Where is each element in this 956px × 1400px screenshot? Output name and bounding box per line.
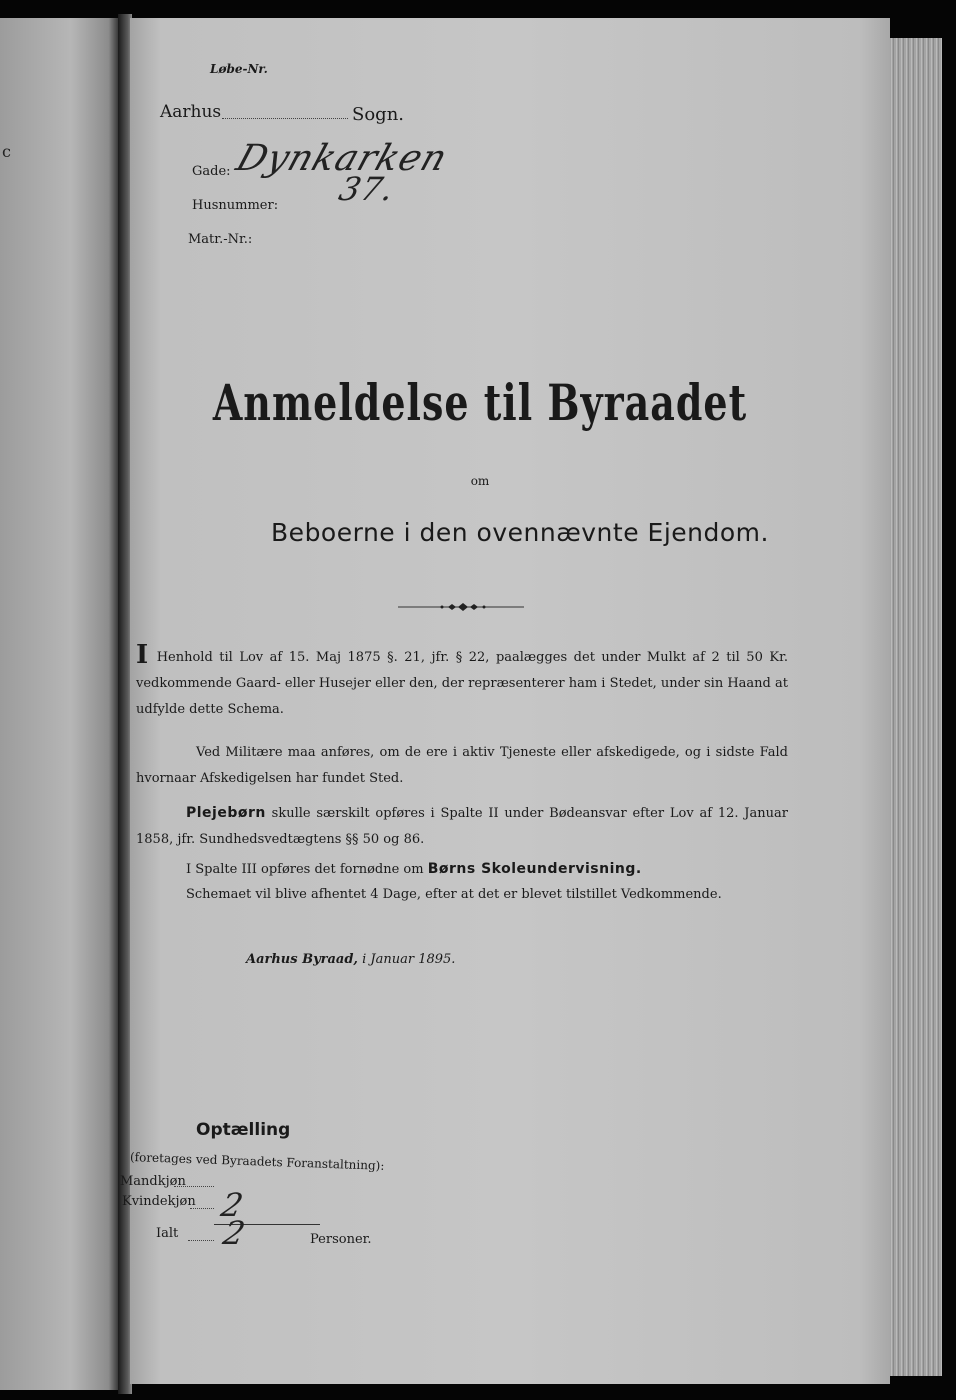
document-subtitle: Beboerne i den ovennævnte Ejendom. [271, 518, 769, 547]
paragraph-3-text: skulle særskilt opføres i Spalte II under Bødeansvar efter Lov af 12. Januar 1858, jfr. Sundhedsvedtægtens §§ 50 og 86. [136, 806, 788, 847]
male-label: Mandkjøn [120, 1174, 186, 1189]
paragraph-4 [136, 856, 788, 883]
count-heading: Optælling [196, 1120, 291, 1140]
paragraph-3 [136, 800, 788, 853]
signature-date: i Januar 1895. [362, 952, 456, 967]
paragraph-3-lead: Plejebørn [186, 805, 266, 821]
gade-handwritten-value: Dynkarken [231, 138, 453, 179]
total-dotline [188, 1240, 214, 1241]
male-dotline [174, 1186, 214, 1187]
ornament-divider [398, 601, 524, 613]
gade-label: Gade: [192, 164, 231, 179]
paragraph-1-initial: I [136, 640, 149, 670]
paragraph-5-text: Schemaet vil blive afhentet 4 Dage, efter at det er blevet tilstillet Vedkommende. [186, 887, 722, 902]
left-page-edge-mark: c [2, 142, 11, 161]
paragraph-4-text: I Spalte III opføres det fornødne om [186, 862, 424, 877]
total-label: Ialt [156, 1226, 179, 1241]
husnummer-label: Husnummer: [192, 198, 279, 213]
paragraph-5 [136, 882, 788, 908]
total-handwritten-value: 2 [219, 1214, 250, 1252]
female-handwritten-value: 2 [217, 1186, 248, 1224]
female-label: Kvindekjøn [122, 1194, 196, 1209]
sogn-dotline [222, 118, 348, 119]
paragraph-2-text: Ved Militære maa anføres, om de ere i aktiv Tjeneste eller afskedigede, og i sidste Fald hvornaar Afskedigelsen har fundet Sted. [136, 745, 788, 786]
left-page [0, 18, 118, 1390]
persons-label: Personer. [310, 1232, 372, 1247]
paragraph-1 [136, 642, 788, 723]
document-page [120, 18, 890, 1384]
matr-nr-label: Matr.-Nr.: [188, 232, 253, 247]
sogn-label: Sogn. [352, 104, 405, 125]
document-title: Anmeldelse til Byraadet [212, 373, 748, 432]
paragraph-4-emphasis: Børns Skoleundervisning. [427, 861, 642, 877]
signature-line [246, 952, 455, 967]
paragraph-2 [136, 740, 788, 792]
signature-org: Aarhus Byraad, [246, 952, 358, 967]
city-label: Aarhus [160, 102, 222, 122]
lobe-nr-label: Løbe-Nr. [210, 62, 268, 76]
title-connector: om [470, 474, 490, 488]
paragraph-1-text: Henhold til Lov af 15. Maj 1875 §. 21, jfr. § 22, paalægges det under Mulkt af 2 til 50 Kr. vedkommende Gaard- eller Husejer eller den, der repræsenterer ham i Stedet, under sin Haand at udfylde dette Schema. [136, 650, 788, 717]
count-note: (foretages ved Byraadets Foranstaltning): [129, 1150, 385, 1173]
husnummer-handwritten-value: 37. [335, 170, 399, 208]
female-dotline [190, 1208, 214, 1209]
